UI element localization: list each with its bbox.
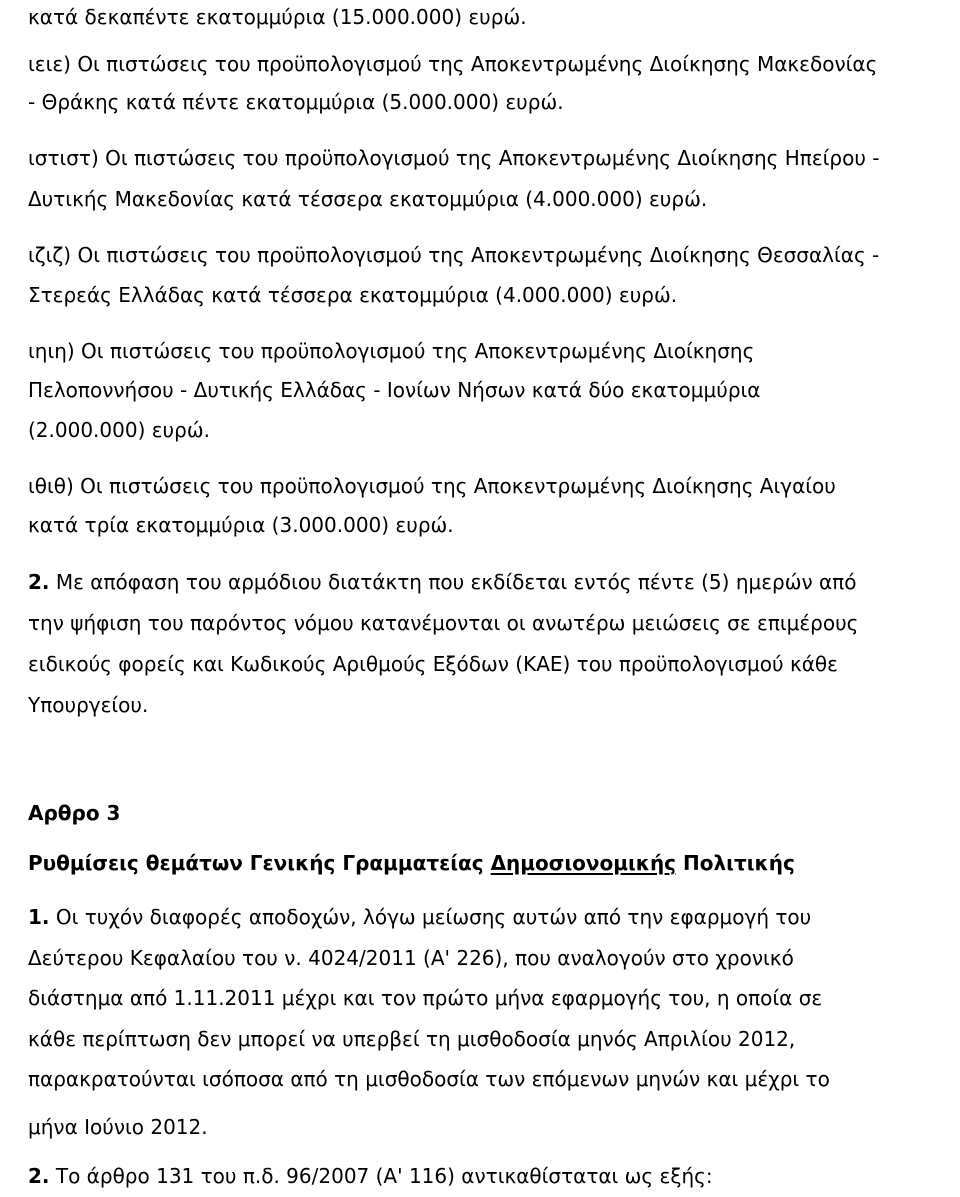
text-line: κάθε περίπτωση δεν μπορεί να υπερβεί τη μισθοδοσία μηνός Απριλίου 2012, bbox=[28, 1027, 796, 1051]
article-paragraph-1-line bbox=[28, 905, 811, 929]
text-line: (2.000.000) ευρώ. bbox=[28, 418, 210, 442]
text-line: μήνα Ιούνιο 2012. bbox=[28, 1115, 208, 1139]
list-item-itheta: ιθιθ) Οι πιστώσεις του προϋπολογισμού της Αποκεντρωμένης Διοίκησης Αιγαίου bbox=[28, 474, 836, 498]
list-item-iziz: ιζιζ) Οι πιστώσεις του προϋπολογισμού της Αποκεντρωμένης Διοίκησης Θεσσαλίας - bbox=[28, 243, 880, 267]
text-line: κατά δεκαπέντε εκατομμύρια (15.000.000) ευρώ. bbox=[28, 5, 527, 29]
paragraph-number: 2. bbox=[28, 1164, 50, 1188]
text-line: - Θράκης κατά πέντε εκατομμύρια (5.000.000) ευρώ. bbox=[28, 90, 564, 114]
text-line: ειδικούς φορείς και Κωδικούς Αριθμούς Εξόδων (ΚΑΕ) του προϋπολογισμού κάθε bbox=[28, 652, 838, 676]
text-line: διάστημα από 1.11.2011 μέχρι και τον πρώτο μήνα εφαρμογής του, η οποία σε bbox=[28, 986, 823, 1010]
article-title bbox=[28, 851, 795, 875]
text-line: την ψήφιση του παρόντος νόμου κατανέμονται οι ανωτέρω μειώσεις σε επιμέρους bbox=[28, 611, 859, 635]
article-title-text: Ρυθμίσεις θεμάτων Γενικής Γραμματείας bbox=[28, 851, 491, 875]
list-item-iistist: ιστιστ) Οι πιστώσεις του προϋπολογισμού της Αποκεντρωμένης Διοίκησης Ηπείρου - bbox=[28, 146, 880, 170]
article-paragraph-2-line bbox=[28, 1164, 713, 1188]
article-title-underlined: Δημοσιονομικής bbox=[490, 851, 677, 875]
text-line: κατά τρία εκατομμύρια (3.000.000) ευρώ. bbox=[28, 513, 454, 537]
text-line: Πελοποννήσου - Δυτικής Ελλάδας - Ιονίων Νήσων κατά δύο εκατομμύρια bbox=[28, 378, 761, 402]
article-heading: Αρθρο 3 bbox=[28, 801, 121, 825]
paragraph-text: Οι τυχόν διαφορές αποδοχών, λόγω μείωσης αυτών από την εφαρμογή του bbox=[49, 905, 812, 929]
paragraph-number: 1. bbox=[28, 905, 50, 929]
text-line: Δυτικής Μακεδονίας κατά τέσσερα εκατομμύρια (4.000.000) ευρώ. bbox=[28, 187, 708, 211]
article-title-text: Πολιτικής bbox=[676, 851, 795, 875]
paragraph-number: 2. bbox=[28, 570, 50, 594]
text-line: Δεύτερου Κεφαλαίου του ν. 4024/2011 (Α' 226), που αναλογούν στο χρονικό bbox=[28, 946, 794, 970]
list-item-ieta: ιηιη) Οι πιστώσεις του προϋπολογισμού της Αποκεντρωμένης Διοίκησης bbox=[28, 339, 755, 363]
paragraph-text: Το άρθρο 131 του π.δ. 96/2007 (Α' 116) αντικαθίσταται ως εξής: bbox=[49, 1164, 713, 1188]
list-item-ieie: ιειε) Οι πιστώσεις του προϋπολογισμού της Αποκεντρωμένης Διοίκησης Μακεδονίας bbox=[28, 52, 878, 76]
text-line: παρακρατούνται ισόποσα από τη μισθοδοσία των επόμενων μηνών και μέχρι το bbox=[28, 1067, 830, 1091]
paragraph-2-line bbox=[28, 570, 856, 594]
paragraph-text: Με απόφαση του αρμόδιου διατάκτη που εκδίδεται εντός πέντε (5) ημερών από bbox=[49, 570, 857, 594]
text-line: Υπουργείου. bbox=[28, 693, 149, 717]
text-line: Στερεάς Ελλάδας κατά τέσσερα εκατομμύρια (4.000.000) ευρώ. bbox=[28, 283, 678, 307]
